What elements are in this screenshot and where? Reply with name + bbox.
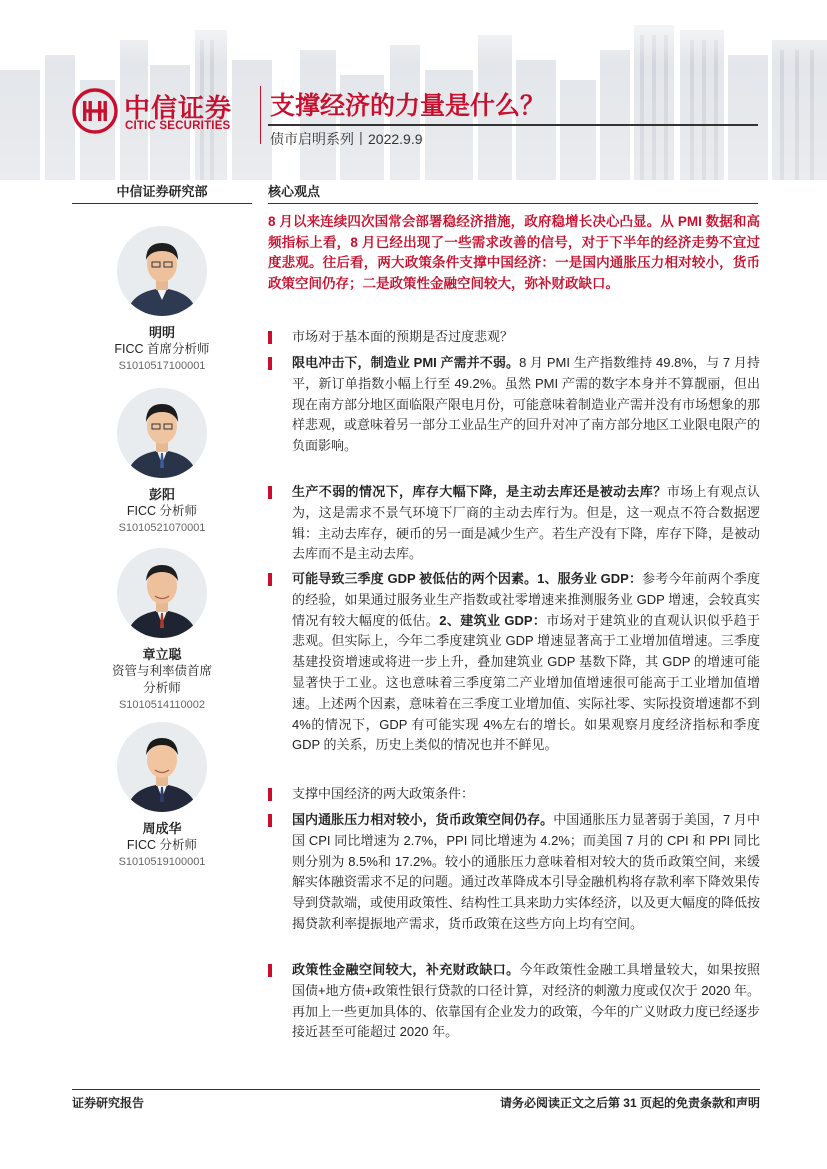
- analyst-title-line2: 分析师: [143, 681, 181, 695]
- bullet-marker-icon: [268, 814, 272, 827]
- bullet-point: [268, 353, 760, 457]
- analyst-name: 周成华: [142, 821, 182, 836]
- analyst-photo: [117, 548, 207, 638]
- bullet-point: [268, 960, 760, 1043]
- bullet-text: 国内通胀压力相对较小，货币政策空间仍存。中国通胀压力显著弱于美国，7 月中国 CPI 同比增速为 2.7%，PPI 同比增速为 4.2%；而美国 7 月的 CPI 和 PPI 同比则分别为 8.5%和 17.2%。较小的通胀压力意味着相对较大的货币政策空间，来缓解实体融资需求不足的问题。通过改革降成本引导金融机构将存款利率下降效果传导到贷款端，或使用政策性、结构性工具来助力实体经济，以及更大幅度的降低按揭贷款利率提振地产需求，货币政策在这些方向上均有空间。: [292, 812, 761, 931]
- analyst-card: [72, 226, 252, 374]
- title-rule: [268, 124, 758, 126]
- bullet-text: 生产不弱的情况下，库存大幅下降，是主动去库还是被动去库？市场上有观点认为，这是需求不景气环境下厂商的主动去库行为。但是，这一观点不符合数据逻辑：主动去库存，硬币的另一面是减少生产。若生产没有下降，库存下降，是被动去库而不是主动去库。: [292, 484, 761, 562]
- page-title: 支撑经济的力量是什么？: [270, 92, 546, 120]
- core-views-heading: 核心观点: [268, 184, 321, 199]
- analyst-name: 彭阳: [148, 487, 175, 502]
- bullet-marker-icon: [268, 486, 272, 499]
- bullet-marker-icon: [268, 788, 272, 801]
- analyst-card: [72, 722, 252, 870]
- analyst-photo: [117, 722, 207, 812]
- bullet-point: [268, 569, 760, 756]
- bullet-text: 政策性金融空间较大，补充财政缺口。今年政策性金融工具增量较大，如果按照国债+地方债+政策性银行贷款的口径计算，对经济的刺激力度或仅次于 2020 年。再加上一些更加具体的、依靠国有企业发力的政策，今年的广义财政力度已经逐步接近甚至可能超过 2020 年。: [292, 962, 761, 1040]
- department-heading: 中信证券研究部: [116, 184, 208, 199]
- analyst-card: [72, 548, 252, 713]
- bullet-marker-icon: [268, 331, 272, 344]
- analyst-license-id: S1010514110002: [118, 699, 206, 711]
- analyst-title: FICC 分析师: [126, 838, 198, 852]
- logo-chinese-text: 中信证券: [124, 93, 233, 123]
- title-divider: [260, 86, 261, 144]
- bullet-point: [268, 327, 760, 348]
- logo-english-text: CITIC SECURITIES: [125, 120, 231, 132]
- core-views-rule: [268, 203, 758, 204]
- bullet-marker-icon: [268, 964, 272, 977]
- footer-report-type: 证券研究报告: [72, 1096, 145, 1110]
- department-rule: [72, 203, 252, 204]
- analyst-license-id: S1010517100001: [118, 360, 206, 372]
- bullet-point: [268, 482, 760, 565]
- bullet-marker-icon: [268, 357, 272, 370]
- analyst-name: 章立聪: [142, 647, 182, 662]
- analyst-title: FICC 首席分析师: [114, 342, 210, 356]
- bullet-marker-icon: [268, 573, 272, 586]
- footer-disclaimer: 请务必阅读正文之后第 31 页起的免责条款和声明: [499, 1096, 760, 1110]
- analyst-photo: [117, 226, 207, 316]
- analyst-card: [72, 388, 252, 536]
- footer-rule: [72, 1089, 760, 1090]
- analyst-photo: [117, 388, 207, 478]
- bullet-text: 可能导致三季度 GDP 被低估的两个因素。1、服务业 GDP：参考今年前两个季度的经验，如果通过服务业生产指数或社零增速来推测服务业 GDP 增速，会较真实情况有较大幅度的低估。2、建筑业 GDP：市场对于建筑业的直观认识似乎趋于悲观。但实际上，今年二季度建筑业 GDP 增速显著高于工业增加值增速。三季度基建投资增速或将进一步上升，叠加建筑业 GDP 基数下降，其 GDP 的增速可能显著快于工业。这也意味着三季度第二产业增加值增速很可能高于工业增加值增速。上述两个因素，意味着在三季度工业增加值、实际社零、实际投资增速都不到 4%的情况下，GDP 有可能实现 4%左右的增长。如果观察月度经济指标和季度 GDP 的关系，历史上类似的情况也并不鲜见。: [292, 571, 761, 753]
- analyst-title: FICC 分析师: [126, 504, 198, 518]
- analyst-license-id: S1010521070001: [118, 522, 206, 534]
- analyst-name: 明明: [148, 325, 175, 340]
- analyst-license-id: S1010519100001: [118, 856, 206, 868]
- bullet-text: 市场对于基本面的预期是否过度悲观？: [292, 329, 514, 344]
- bullet-point: [268, 810, 760, 935]
- bullet-point: [268, 784, 760, 805]
- bullet-text: 限电冲击下，制造业 PMI 产需并不弱。8 月 PMI 生产指数维持 49.8%，与 7 月持平，新订单指数小幅上行至 49.2%。虽然 PMI 产需的数字本身并不算靓丽，但出现在南方部分地区面临限产限电月份，可能意味着制造业产需并没有市场想象的那样悲观，或意味着另一部分工业品生产的回升对冲了南方部分地区工业限电限产的负面影响。: [292, 355, 761, 454]
- series-date: 债市启明系列丨2022.9.9: [270, 131, 423, 147]
- bullet-text: 支撑中国经济的两大政策条件：: [292, 786, 475, 801]
- summary-paragraph: 8 月以来连续四次国常会部署稳经济措施，政府稳增长决心凸显。从 PMI 数据和高频指标上看，8 月已经出现了一些需求改善的信号，对于下半年的经济走势不宜过度悲观。往后看，两大政策条件支撑中国经济：一是国内通胀压力相对较小，货币政策空间仍存；二是政策性金融空间较大，弥补财政缺口。: [268, 214, 760, 291]
- citic-logo-icon: [72, 88, 118, 134]
- analyst-title: 资管与利率债首席: [111, 664, 212, 678]
- citic-logo: [72, 86, 252, 138]
